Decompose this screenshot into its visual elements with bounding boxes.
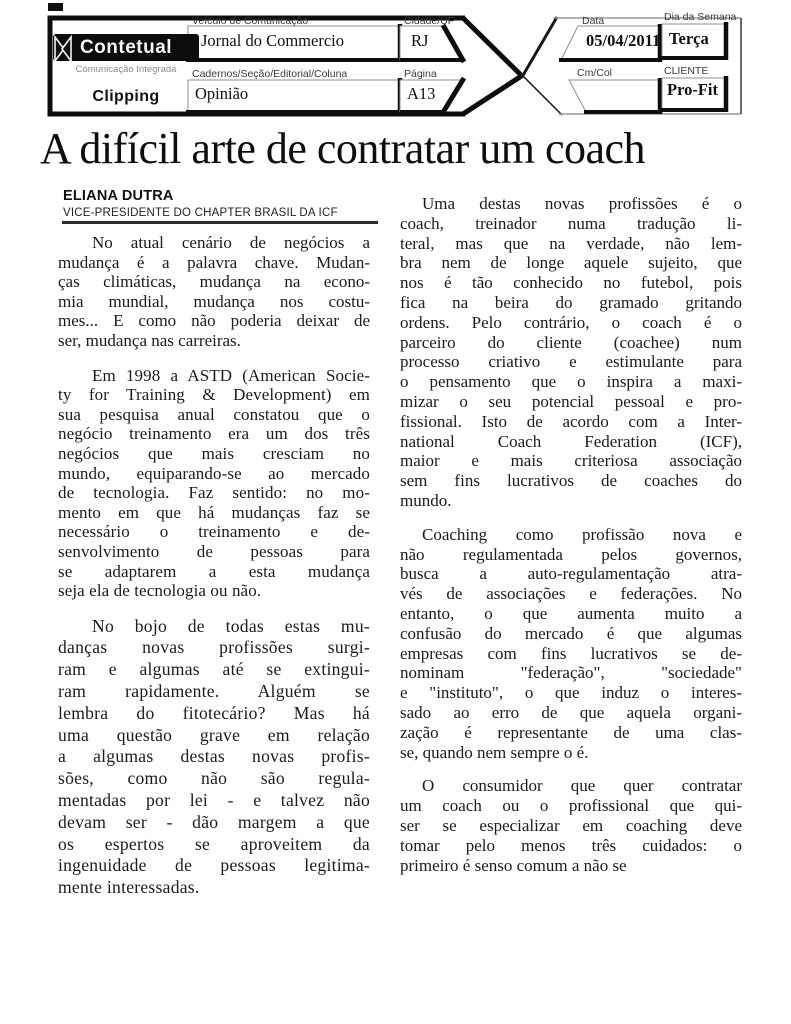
- byline-rule: [62, 221, 378, 224]
- article-paragraph: [400, 776, 742, 875]
- article-paragraph: [58, 616, 370, 899]
- byline: [63, 188, 383, 219]
- article-column-right: [400, 194, 742, 889]
- text-line: o pensamento que o inspira a maxi-: [400, 372, 742, 392]
- text-line: ingenuidade de pessoas legitima-: [58, 855, 370, 876]
- cmcol-label: Cm/Col: [577, 67, 613, 79]
- text-line: sua pesquisa anual constatou que o: [58, 404, 370, 424]
- text-line: entanto, o que aumenta muito a: [400, 603, 742, 623]
- cidade-value: RJ: [411, 31, 429, 50]
- cidade-label: Cidade/UF: [404, 15, 455, 27]
- logo-text-right: tual: [136, 37, 173, 58]
- text-line: ram e algumas até se extingui-: [58, 659, 370, 680]
- text-line: ordens. Pelo contrário, o coach é o: [400, 312, 742, 332]
- article-column-left: [58, 233, 370, 914]
- logo-subtitle: Comunicação Integrada: [75, 64, 177, 75]
- text-line: fissional. Isto de acordo com a Inter-: [400, 411, 742, 431]
- logo-x-bowtie-icon: [54, 34, 72, 64]
- text-line: vés de associações e federações. No: [400, 584, 742, 604]
- article-paragraph: [400, 194, 742, 511]
- cadernos-value: Opinião: [195, 84, 249, 103]
- clipping-header-form: [45, 11, 745, 118]
- text-line: negócios que mais cresciam no: [58, 443, 370, 463]
- pagina-value: A13: [407, 84, 436, 103]
- text-line: mundo, equiparando-se ao mercado: [58, 463, 370, 483]
- text-line: No atual cenário de negócios a: [92, 233, 370, 252]
- text-line: os espertos se aproveitem da: [58, 833, 370, 854]
- text-line: mes... E como não poderia deixar de: [58, 311, 370, 331]
- text-line: primeiro é senso comum a não se: [400, 855, 627, 875]
- text-line: zação é representante de uma clas-: [400, 722, 742, 742]
- article-paragraph: [58, 233, 370, 351]
- text-line: de tecnologia. Faz sentido: no mo-: [58, 483, 370, 503]
- text-line: se, quando nem sempre o é.: [400, 742, 589, 762]
- text-line: processo criativo e estimulante para: [400, 352, 742, 372]
- scan-corner-mark: [48, 3, 63, 11]
- text-line: O consumidor que quer contratar: [422, 776, 742, 796]
- text-line: confusão do mercado é que algumas: [400, 623, 742, 643]
- text-line: teral, mas que na verdade, não lem-: [400, 233, 742, 253]
- text-line: tomar pelo menos três cuidados: o: [400, 835, 742, 855]
- text-line: ser se especializar em coaching deve: [400, 815, 742, 835]
- text-line: mizar o seu potencial pessoal e pro-: [400, 391, 742, 411]
- text-line: mento em que há mudanças faz se: [58, 502, 370, 522]
- text-line: busca a auto-regulamentação atra-: [400, 564, 742, 584]
- text-line: ram rapidamente. Alguém se: [58, 681, 370, 702]
- text-line: maior e mais criteriosa associação: [400, 451, 742, 471]
- text-line: lembra do fitotecário? Mas há: [58, 702, 370, 723]
- text-line: mente interessadas.: [58, 877, 200, 898]
- data-label: Data: [582, 15, 605, 27]
- text-line: mentadas por lei - e talvez não: [58, 790, 370, 811]
- byline-author: ELIANA DUTRA: [63, 188, 174, 204]
- text-line: sões, como não são regula-: [58, 768, 370, 789]
- cadernos-label: Cadernos/Seção/Editorial/Coluna: [192, 68, 348, 80]
- text-line: Coaching como profissão nova e: [422, 524, 742, 544]
- dia-value: Terça: [669, 29, 709, 48]
- pagina-label: Página: [404, 68, 437, 80]
- text-line: No bojo de todas estas mu-: [92, 615, 370, 636]
- text-line: sem fins lucrativos de coaches do: [400, 471, 742, 491]
- dia-label: Dia da Semana: [664, 11, 737, 23]
- logo-text-left: Conte: [79, 37, 137, 58]
- text-line: ças climáticas, mudança na econo-: [58, 272, 370, 292]
- text-line: necessário o treinamento e de-: [58, 522, 370, 542]
- text-line: nos é tão conhecido no futebol, pois: [400, 273, 742, 293]
- text-line: mundo.: [400, 490, 452, 510]
- veiculo-label: Veículo de Comunicação: [192, 15, 309, 27]
- text-line: senvolvimento de pessoas para: [58, 541, 370, 561]
- text-line: seja ela de tecnologia ou não.: [58, 581, 262, 601]
- text-line: se adaptarem a esta mudança: [58, 561, 370, 581]
- text-line: nominam "federação", "sociedade": [400, 663, 742, 683]
- text-line: bra nem de longe aquele sujeito, que: [400, 253, 742, 273]
- text-line: national Coach Federation (ICF),: [400, 431, 742, 451]
- text-line: empresas com fins lucrativos se de-: [400, 643, 742, 663]
- text-line: parceiro do cliente (coachee) num: [400, 332, 742, 352]
- text-line: ser, mudança nas carreiras.: [58, 330, 241, 350]
- text-line: coach, treinador numa tradução li-: [400, 213, 742, 233]
- clipping-label: Clipping: [92, 88, 160, 105]
- text-line: sado ao erro de que aquela organi-: [400, 702, 742, 722]
- text-line: fica na beira do gramado gritando: [400, 292, 742, 312]
- veiculo-value: Jornal do Commercio: [201, 31, 344, 50]
- text-line: não regulamentada pelos governos,: [400, 544, 742, 564]
- byline-role: VICE-PRESIDENTE DO CHAPTER BRASIL DA ICF: [63, 207, 338, 219]
- article-title: A difícil arte de contratar um coach: [40, 124, 646, 173]
- text-line: a algumas destas novas profis-: [58, 746, 370, 767]
- contextual-logo: [53, 34, 199, 61]
- cliente-label: CLIENTE: [664, 65, 709, 77]
- text-line: mia mundial, mudança nos costu-: [58, 291, 370, 311]
- text-line: mudança é a palavra chave. Mudan-: [58, 252, 370, 272]
- text-line: ty for Training & Development) em: [58, 385, 370, 405]
- text-line: um coach ou o profissional que qui-: [400, 796, 742, 816]
- article-paragraph: [58, 366, 370, 601]
- text-line: danças novas profissões surgi-: [58, 637, 370, 658]
- data-value: 05/04/2011: [586, 31, 661, 50]
- text-line: devam ser - dão margem a que: [58, 811, 370, 832]
- cliente-value: Pro-Fit: [667, 80, 719, 99]
- text-line: negócio treinamento era um dos três: [58, 424, 370, 444]
- text-line: Em 1998 a ASTD (American Socie-: [92, 365, 370, 385]
- text-line: uma questão grave em relação: [58, 724, 370, 745]
- text-line: Uma destas novas profissões é o: [422, 194, 742, 213]
- article-paragraph: [400, 525, 742, 763]
- text-line: e "instituto", o que induz o interes-: [400, 683, 742, 703]
